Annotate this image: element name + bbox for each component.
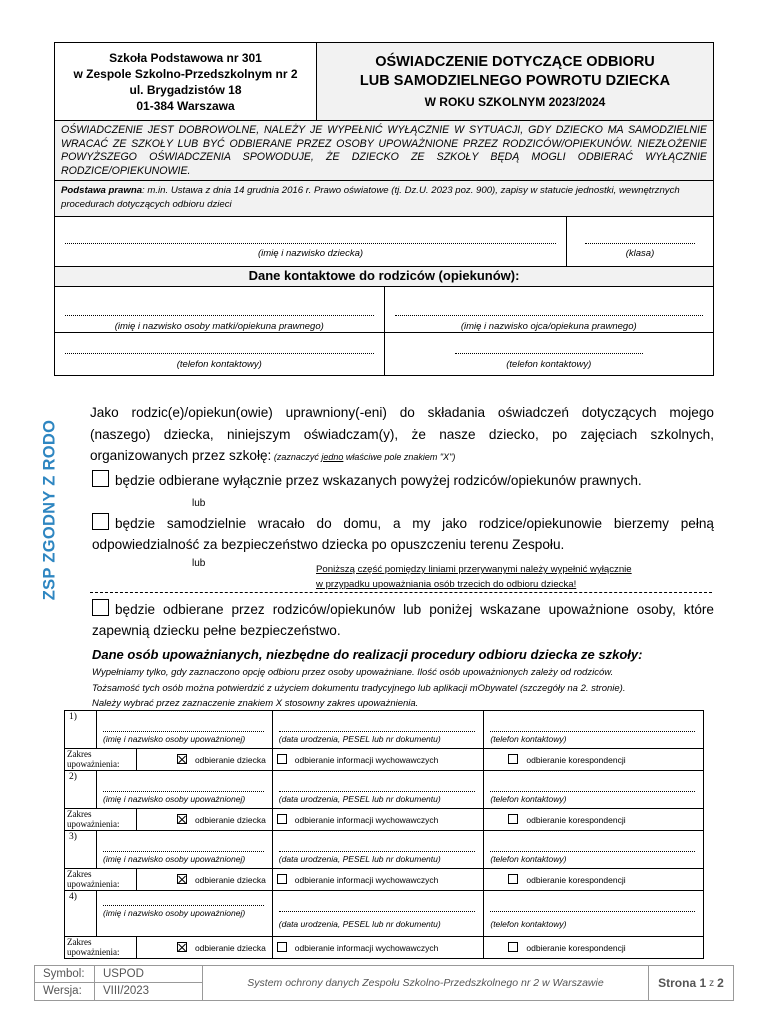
dashed-separator [90,592,712,593]
person-name-caption: (imię i nazwisko osoby upoważnionej) [102,794,246,804]
contacts-title: Dane kontaktowe do rodziców (opiekunów): [55,267,713,287]
child-name-field[interactable] [55,217,567,266]
scope-label: Zakres upoważnienia: [65,937,137,959]
header-frame [54,42,714,376]
scope-mail-label: odbieranie korespondencji [526,875,626,885]
person-id-field[interactable] [272,711,484,749]
page-total: 2 [717,976,724,990]
person-name-line [103,791,264,792]
school-street: ul. Brygadzistów 18 [129,82,242,97]
scope-pickup [136,869,272,891]
footer-values [95,966,203,1000]
authorized-person-row [65,831,704,869]
scope-mail-checkbox[interactable] [508,754,518,764]
intro-hint-post: właściwe pole znakiem "X") [343,452,456,462]
person-id-caption: (data urodzenia, PESEL lub nr dokumentu) [278,734,441,744]
person-name-field[interactable] [96,771,272,809]
person-name-field[interactable] [96,711,272,749]
option-3-checkbox[interactable] [92,599,109,616]
scope-pickup [136,749,272,771]
school-city: 01-384 Warszawa [136,98,235,113]
scope-pickup-checkbox[interactable] [177,814,187,824]
child-class-caption: (klasa) [625,248,655,259]
father-phone-caption: (telefon kontaktowy) [506,359,592,370]
footer-labels [35,966,95,1000]
person-name-caption: (imię i nazwisko osoby upoważnionej) [102,734,246,744]
dashed-note-line-1: Poniższą część pomiędzy liniami przerywanymi należy wypełnić wyłącznie [316,564,632,575]
person-phone-line [490,911,695,912]
person-phone-caption: (telefon kontaktowy) [490,794,567,804]
person-id-caption: (data urodzenia, PESEL lub nr dokumentu) [278,854,441,864]
person-phone-line [490,791,695,792]
legal-basis [55,181,713,217]
person-name-line [103,905,264,906]
option-1-checkbox[interactable] [92,470,109,487]
person-number: 3) [65,831,97,869]
scope-mail-checkbox[interactable] [508,942,518,952]
person-name-caption: (imię i nazwisko osoby upoważnionej) [102,854,246,864]
authorization-scope-row [65,869,704,891]
title-line-3: W ROKU SZKOLNYM 2023/2024 [424,94,606,109]
scope-pickup-label: odbieranie dziecka [194,875,266,885]
scope-info-checkbox[interactable] [277,814,287,824]
authorized-persons-table [64,710,704,959]
option-2-checkbox[interactable] [92,513,109,530]
title-line-1: OŚWIADCZENIE DOTYCZĄCE ODBIORU [375,53,655,70]
authorized-person-row [65,711,704,749]
authorized-title: Dane osób upoważnianych, niezbędne do realizacji procedury odbioru dziecka ze szkoły: [92,647,643,662]
person-name-line [103,851,264,852]
authorization-scope-row [65,749,704,771]
header-row [55,43,713,121]
child-row [55,217,713,267]
scope-mail [484,869,704,891]
intro-paragraph [90,402,714,469]
child-name-line [65,243,556,244]
authorized-note-2: Tożsamość tych osób można potwierdzić z użyciem dokumentu tradycyjnego lub aplikacji mObywatel (szczegóły na 2. stronie). [92,682,626,694]
symbol-label: Symbol: [35,966,94,983]
person-id-field[interactable] [272,831,484,869]
scope-info-checkbox[interactable] [277,942,287,952]
intro-text: Jako rodzic(e)/opiekun(owie) uprawniony(-eni) do składania oświadczeń dotyczących mojego (naszego) dziecka, niniejszym oświadczam(y), że nasze dziecko, po zajęciach szkolnych, organizowanych przez szkołę: [90,405,714,463]
footer-system-name: System ochrony danych Zespołu Szkolno-Przedszkolnego nr 2 w Warszawie [203,966,649,1000]
intro-hint-pre: (zaznaczyć [271,452,322,462]
person-phone-line [490,851,695,852]
page-current: 1 [699,976,707,990]
scope-mail [484,749,704,771]
mother-phone-field[interactable] [55,333,385,375]
version-value: VIII/2023 [103,985,150,997]
person-id-caption: (data urodzenia, PESEL lub nr dokumentu) [278,919,441,929]
scope-info-label: odbieranie informacji wychowawczych [294,943,439,953]
person-name-caption: (imię i nazwisko osoby upoważnionej) [102,908,246,918]
option-1-label: będzie odbierane wyłącznie przez wskazanych powyżej rodziców/opiekunów prawnych. [115,473,642,488]
person-number: 4) [65,891,97,937]
person-id-line [279,851,476,852]
school-complex: w Zespole Szkolno-Przedszkolnym nr 2 [73,66,298,81]
page-word: Strona [658,976,697,990]
option-3 [92,599,714,641]
person-id-field[interactable] [272,771,484,809]
option-1 [92,470,714,491]
scope-mail-label: odbieranie korespondencji [526,815,626,825]
person-number: 1) [65,711,97,749]
or-label-2: lub [192,558,206,569]
scope-info-checkbox[interactable] [277,874,287,884]
authorization-scope-row [65,809,704,831]
dashed-section-note [316,562,632,592]
voluntary-notice: OŚWIADCZENIE JEST DOBROWOLNE, NALEŻY JE WYPEŁNIĆ WYŁĄCZNIE W SYTUACJI, GDY DZIECKO MA SAMODZIELNIE WRACAĆ ZE SZKOŁY LUB BYĆ ODBIERANE PRZEZ OSOBY UPOWAŻNIONE PRZEZ RODZICÓW/OPIEKUNÓW. NIEZŁOŻENIE POWYŻSZEGO OŚWIADCZENIA SPOWODUJE, ŻE DZIECKO ZE SZKOŁY BĘDĄ MOGLI ODBIERAĆ WYŁĄCZNIE RODZICE/OPIEKUNOWIE. [55,121,713,181]
person-phone-line [490,731,695,732]
scope-mail-label: odbieranie korespondencji [526,943,626,953]
rodo-sidebar-text: ZSP ZGODNY Z RODO [40,419,59,601]
symbol-value: USPOD [95,966,202,983]
legal-basis-text: : m.in. Ustawa z dnia 14 grudnia 2016 r. Prawo oświatowe (tj. Dz.U. 2023 poz. 900), zapisy w statucie jednostki, wewnętrznych procedurach dotyczących odbioru dzieci [61,185,680,210]
scope-info-label: odbieranie informacji wychowawczych [294,755,439,765]
scope-pickup-label: odbieranie dziecka [194,943,266,953]
scope-label: Zakres upoważnienia: [65,869,137,891]
authorized-notes [92,665,625,712]
dashed-note-line-2: w przypadku upoważniania osób trzecich do odbioru dziecka! [316,579,577,590]
scope-pickup-label: odbieranie dziecka [194,815,266,825]
option-3-label: będzie odbierane przez rodziców/opiekunów lub poniżej wskazane upoważnione osoby, które zapewnią dziecku pełne bezpieczeństwo. [92,602,714,638]
parents-phone-row [55,333,713,375]
person-phone-field[interactable] [484,771,704,809]
version-label: Wersja: [43,985,82,997]
authorization-scope-row [65,937,704,959]
school-info [55,43,317,120]
authorized-person-row [65,891,704,937]
option-2 [92,513,714,555]
child-class-field[interactable] [567,217,713,266]
mother-phone-caption: (telefon kontaktowy) [176,359,262,370]
scope-info-checkbox[interactable] [277,754,287,764]
option-2-label: będzie samodzielnie wracało do domu, a my jako rodzice/opiekunowie bierzemy pełną odpowiedzialność za bezpieczeństwo dziecka po opuszczeniu terenu Zespołu. [92,516,714,552]
father-phone-line [455,353,644,354]
authorized-note-3: Należy wybrać przez zaznaczenie znakiem X stosowny zakres upoważnienia. [92,698,419,709]
person-phone-field[interactable] [484,891,704,937]
scope-info [272,809,484,831]
scope-pickup-checkbox[interactable] [177,942,187,952]
document-footer [34,965,734,1001]
scope-info-label: odbieranie informacji wychowawczych [294,815,439,825]
person-id-caption: (data urodzenia, PESEL lub nr dokumentu) [278,794,441,804]
scope-pickup-checkbox[interactable] [177,874,187,884]
scope-pickup-label: odbieranie dziecka [194,755,266,765]
person-id-field[interactable] [272,891,484,937]
or-label-1: lub [192,498,206,509]
person-phone-caption: (telefon kontaktowy) [490,734,567,744]
scope-mail-checkbox[interactable] [508,814,518,824]
person-name-field[interactable] [96,831,272,869]
scope-mail-label: odbieranie korespondencji [526,755,626,765]
person-phone-caption: (telefon kontaktowy) [490,854,567,864]
person-number: 2) [65,771,97,809]
father-phone-field[interactable] [385,333,714,375]
rodo-sidebar [38,400,62,620]
authorized-person-row [65,771,704,809]
intro-hint [271,452,455,462]
person-name-field[interactable] [96,891,272,937]
mother-phone-line [65,353,374,354]
page-of: z [709,977,715,989]
father-name-line [395,315,704,316]
person-id-line [279,911,476,912]
father-name-field[interactable] [385,287,714,332]
person-id-line [279,731,476,732]
scope-info [272,749,484,771]
person-name-line [103,731,264,732]
person-phone-caption: (telefon kontaktowy) [490,919,567,929]
scope-mail [484,809,704,831]
mother-name-line [65,315,374,316]
scope-mail [484,937,704,959]
father-name-caption: (imię i nazwisko ojca/opiekuna prawnego) [460,321,637,332]
mother-name-field[interactable] [55,287,385,332]
document-title [317,43,713,120]
scope-label: Zakres upoważnienia: [65,749,137,771]
school-name: Szkoła Podstawowa nr 301 [109,50,262,65]
parents-name-row [55,287,713,333]
intro-hint-underlined: jedno [321,452,344,462]
person-phone-field[interactable] [484,711,704,749]
person-id-line [279,791,476,792]
scope-mail-checkbox[interactable] [508,874,518,884]
scope-pickup-checkbox[interactable] [177,754,187,764]
scope-info [272,869,484,891]
authorized-note-1: Wypełniamy tylko, gdy zaznaczono opcję odbioru przez osoby upoważniane. Ilość osób upoważnionych zależy od rodziców. [92,667,614,678]
scope-info [272,937,484,959]
page-indicator [649,966,733,1000]
title-line-2: LUB SAMODZIELNEGO POWROTU DZIECKA [359,72,671,89]
mother-name-caption: (imię i nazwisko osoby matki/opiekuna prawnego) [114,321,324,332]
scope-pickup [136,937,272,959]
scope-pickup [136,809,272,831]
person-phone-field[interactable] [484,831,704,869]
child-class-line [585,243,695,244]
scope-label: Zakres upoważnienia: [65,809,137,831]
scope-info-label: odbieranie informacji wychowawczych [294,875,439,885]
child-name-caption: (imię i nazwisko dziecka) [257,248,364,259]
legal-basis-label: Podstawa prawna [61,185,143,196]
